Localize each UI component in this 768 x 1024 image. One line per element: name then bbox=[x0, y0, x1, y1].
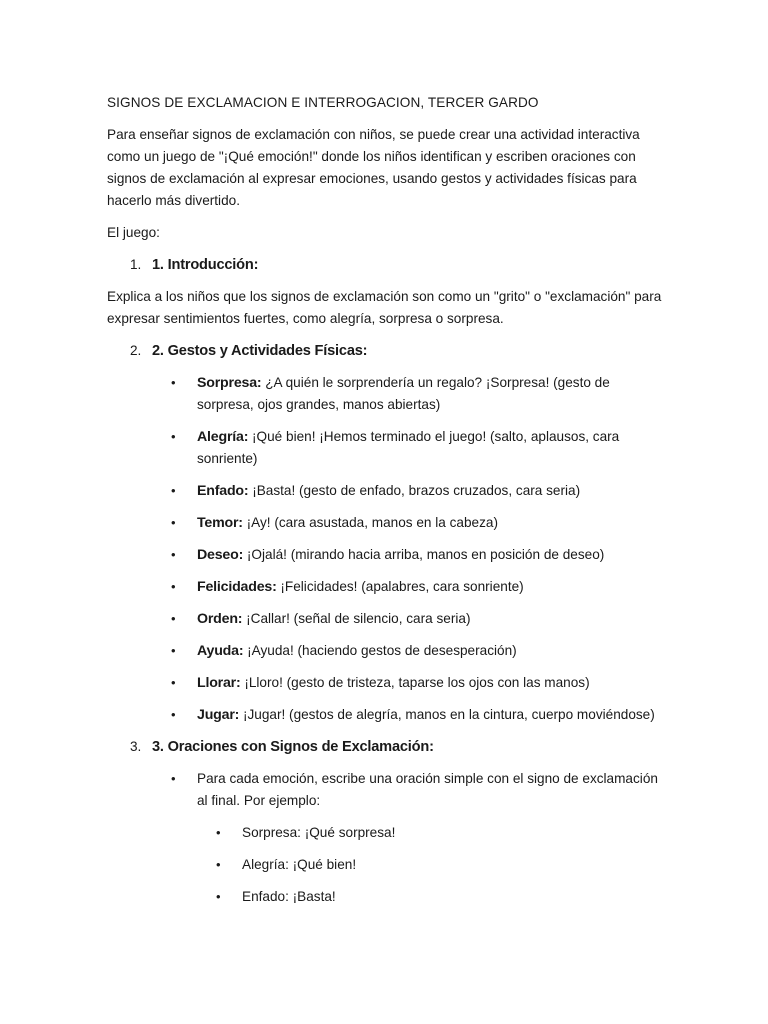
list-item bbox=[107, 854, 667, 876]
example-text: Enfado: ¡Basta! bbox=[242, 889, 336, 904]
list-item bbox=[107, 480, 667, 502]
bullet-icon: • bbox=[171, 707, 176, 722]
emotion-term: Orden: bbox=[197, 611, 243, 627]
instruction-list bbox=[107, 768, 667, 812]
section-number: 2. bbox=[130, 343, 142, 358]
bullet-icon: • bbox=[171, 643, 176, 658]
list-item bbox=[107, 822, 667, 844]
emotion-term: Jugar: bbox=[197, 707, 240, 723]
section-1-heading bbox=[107, 254, 667, 276]
example-text: Sorpresa: ¡Qué sorpresa! bbox=[242, 825, 396, 840]
emotion-term: Deseo: bbox=[197, 547, 244, 563]
bullet-icon: • bbox=[171, 375, 176, 390]
emotion-text: ¡Ojalá! (mirando hacia arriba, manos en posición de deseo) bbox=[246, 547, 605, 562]
document-title: SIGNOS DE EXCLAMACION E INTERROGACION, TERCER GARDO bbox=[107, 95, 539, 110]
bullet-icon: • bbox=[171, 547, 176, 562]
example-text: Alegría: ¡Qué bien! bbox=[242, 857, 357, 872]
emotion-text: ¡Basta! (gesto de enfado, brazos cruzados, cara seria) bbox=[252, 483, 581, 498]
list-item bbox=[107, 372, 667, 416]
list-item bbox=[107, 768, 667, 812]
bullet-icon: • bbox=[171, 675, 176, 690]
list-item bbox=[107, 886, 667, 908]
bullet-icon: • bbox=[171, 429, 176, 444]
emotion-text: ¡Jugar! (gestos de alegría, manos en la cintura, cuerpo moviéndose) bbox=[242, 707, 655, 722]
emotion-term: Temor: bbox=[197, 515, 243, 531]
document-page bbox=[107, 92, 667, 918]
bullet-icon: • bbox=[216, 889, 221, 904]
section-number: 3. bbox=[130, 739, 142, 754]
game-label: El juego: bbox=[107, 225, 160, 240]
emotion-term: Felicidades: bbox=[197, 579, 277, 595]
example-list bbox=[107, 822, 667, 908]
section-number: 1. bbox=[130, 257, 142, 272]
emotion-text: ¿A quién le sorprendería un regalo? ¡Sorpresa! (gesto de sorpresa, ojos grandes, manos abiertas) bbox=[197, 375, 610, 412]
list-item bbox=[107, 640, 667, 662]
emotion-text: ¡Ayuda! (haciendo gestos de desesperación) bbox=[247, 643, 517, 658]
emotion-text: ¡Lloro! (gesto de tristeza, taparse los ojos con las manos) bbox=[244, 675, 590, 690]
emotion-text: ¡Felicidades! (apalabres, cara sonriente) bbox=[280, 579, 524, 594]
bullet-icon: • bbox=[171, 483, 176, 498]
intro-paragraph: Para enseñar signos de exclamación con niños, se puede crear una actividad interactiva como un juego de "¡Qué emoción!" donde los niños identifican y escriben oraciones con signos de exclamación al expresar emociones, usando gestos y actividades físicas para hacerlo más divertido. bbox=[107, 127, 640, 208]
emotion-term: Llorar: bbox=[197, 675, 241, 691]
section-heading: 1. Introducción: bbox=[152, 257, 259, 273]
bullet-icon: • bbox=[171, 771, 176, 786]
bullet-icon: • bbox=[171, 611, 176, 626]
section-3-heading bbox=[107, 736, 667, 758]
emotion-term: Ayuda: bbox=[197, 643, 244, 659]
list-item bbox=[107, 426, 667, 470]
section-1-text: Explica a los niños que los signos de exclamación son como un "grito" o "exclamación" para expresar sentimientos fuertes, como alegría, sorpresa o sorpresa. bbox=[107, 289, 662, 326]
list-item bbox=[107, 512, 667, 534]
list-item bbox=[107, 576, 667, 598]
emotion-term: Alegría: bbox=[197, 429, 249, 445]
emotion-term: Enfado: bbox=[197, 483, 249, 499]
emotion-term: Sorpresa: bbox=[197, 375, 262, 391]
emotion-text: ¡Ay! (cara asustada, manos en la cabeza) bbox=[246, 515, 498, 530]
list-item bbox=[107, 672, 667, 694]
list-item bbox=[107, 704, 667, 726]
list-item bbox=[107, 608, 667, 630]
section-heading: 3. Oraciones con Signos de Exclamación: bbox=[152, 739, 434, 755]
list-item bbox=[107, 544, 667, 566]
bullet-icon: • bbox=[171, 579, 176, 594]
bullet-icon: • bbox=[216, 857, 221, 872]
bullet-icon: • bbox=[171, 515, 176, 530]
emotion-text: ¡Callar! (señal de silencio, cara seria) bbox=[246, 611, 471, 626]
emotion-text: ¡Qué bien! ¡Hemos terminado el juego! (salto, aplausos, cara sonriente) bbox=[197, 429, 620, 466]
bullet-icon: • bbox=[216, 825, 221, 840]
section-heading: 2. Gestos y Actividades Físicas: bbox=[152, 343, 368, 359]
emotion-list bbox=[107, 372, 667, 726]
section-2-heading bbox=[107, 340, 667, 362]
instruction-text: Para cada emoción, escribe una oración simple con el signo de exclamación al final. Por ejemplo: bbox=[197, 771, 658, 808]
